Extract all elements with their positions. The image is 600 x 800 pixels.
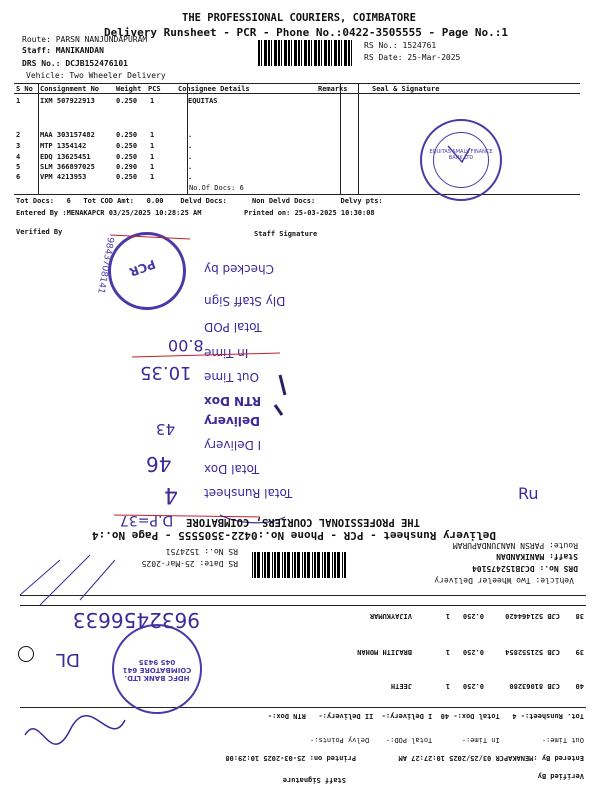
runsheet-heading: Delivery Runsheet - PCR - Phone No.:0422-3505555 - Page No.:1 [104, 26, 508, 39]
company-name: THE PROFESSIONAL COURIERS, COIMBATORE [186, 516, 420, 528]
staff-signature-label: Staff Signature [282, 776, 346, 784]
barcode-image [258, 40, 354, 66]
printed-on: Printed on: 25-03-2025 10:29:08 [225, 754, 356, 762]
hdfc-seal-stamp: HDFC BANK LTD. COIMBATORE 641 045 9435 [112, 624, 202, 714]
total-runsheet-value: 4 [164, 482, 178, 507]
handwritten-note: D.P=37 [120, 512, 174, 528]
staff-text: Staff: MANIKANDAN [496, 552, 578, 561]
col-pcs: PCS [148, 85, 161, 93]
route-text: Route: PARSN NANJUNDAPURAM [452, 541, 578, 550]
verified-by: Verified By [16, 228, 63, 236]
signature-scribble-icon [444, 140, 474, 170]
rs-date: RS Date: 25-Mar-2025 [364, 53, 461, 62]
handwritten-initials: Ru [518, 484, 539, 503]
bottom-runsheet: THE PROFESSIONAL COURIERS, COIMBATORE Delivery Runsheet - PCR - Phone No.:0422-3505555 - Page No.:4 Route: PARSN NANJUNDAPURAM Staff: MANIKANDAN DRS No.: DCJB152475104 Vehicle: Two Wheeler Delivery RS No.: 1524751 RS Date: 25-Mar-2025 38 CJB 521464420 0.250 1 VIJAYKUMAR 39 CJB 521552854 0.250 1 BRAJITH MOHAN 40 CJB 81063280 0.250 1 JEETH Tot. Runsheet:- 4 Total Dox:- 40 I Delivery:- II Delivery:- RTN Dox:- Out Time:- In Time:- Total POD:- Delvy Points:- Entered By :MENAKAPCR 03/25/2025 10:27:27 AM Printed on: 25-03-2025 10:29:08 Verified By Staff Signature HDFC BANK LTD. COIMBATORE 641 045 9435 9632456633 DL [0, 508, 600, 800]
runsheet-heading: Delivery Runsheet - PCR - Phone No.:0422-3505555 - Page No.:4 [92, 529, 496, 542]
checklist-item: Delivery [204, 414, 261, 428]
totals-line: Tot. Runsheet:- 4 Total Dox:- 40 I Delivery:- II Delivery:- RTN Dox:- [267, 712, 584, 720]
barcode-image [250, 552, 346, 578]
checklist-item: Out Time [204, 370, 259, 384]
col-consignee: Consignee Details [178, 85, 250, 93]
row-circle-mark [18, 646, 34, 662]
totals-line: Tot Docs: 6 Tot COD Amt: 0.00 Delvd Docs: Non Delvd Docs: Delvy pts: [16, 197, 383, 205]
handwritten-phone: 9632456633 [72, 608, 200, 632]
route-text: Route: PARSN NANJUNDAPURAM [22, 35, 148, 44]
staff-text: Staff: MANIKANDAN [22, 46, 104, 55]
checklist-item: Total Runsheet [204, 486, 293, 500]
drs-number: DRS No.: DCJB152476101 [22, 59, 128, 68]
handwritten-initials: DL [56, 649, 80, 670]
in-time-value: 8.00 [168, 336, 204, 355]
rs-number: RS No.: 1524761 [364, 41, 437, 50]
drs-number: DRS No.: DCJB152475104 [472, 564, 578, 573]
pen-strokes-icon [10, 550, 120, 610]
col-consignment: Consignment No [40, 85, 100, 93]
verified-by: Verified By [537, 772, 584, 780]
entered-by: Entered By :MENAKAPCR 03/25/2025 10:27:27 AM [398, 754, 584, 762]
seal-code: 9843708141 [95, 236, 115, 295]
printed-on: Printed on: 25-03-2025 10:30:08 [244, 209, 375, 217]
no-of-docs: No.Of Docs: 6 [189, 184, 244, 192]
equitas-seal-stamp: EQUITAS SMALL FINANCE BANK LTD [420, 119, 502, 201]
col-remarks: Remarks [318, 85, 348, 93]
col-weight: Weight [116, 85, 142, 93]
checklist-item: In Time [204, 346, 249, 360]
rs-date: RS Date: 25-Mar-2025 [141, 559, 238, 568]
checklist-item: Total POD [204, 320, 262, 334]
checklist-item: I Delivery [204, 438, 262, 452]
checklist-item: Dly Staff Sign [204, 294, 286, 308]
col-seal: Seal & Signature [372, 85, 440, 93]
company-name: THE PROFESSIONAL COURIERS, COIMBATORE [182, 12, 416, 24]
checklist-item: Total Dox [204, 462, 260, 476]
col-sno: S No [16, 85, 33, 93]
delivery-value: 43 [156, 420, 176, 438]
vehicle-text: Vehicle: Two Wheeler Delivery [26, 71, 166, 80]
rs-number: RS No.: 1524751 [165, 547, 238, 556]
signature-scribble-icon [20, 680, 130, 760]
vehicle-text: Vehicle: Two Wheeler Delivery [434, 576, 574, 585]
checklist-item: Checked by [204, 262, 275, 276]
checklist-item: RTN Dox [204, 394, 262, 408]
staff-signature-label: Staff Signature [254, 230, 318, 238]
out-time-value: 10.35 [140, 362, 192, 383]
entered-by: Entered By :MENAKAPCR 03/25/2025 10:28:25 AM [16, 209, 202, 217]
pcr-seal-stamp: PCR [108, 232, 186, 310]
pen-strokes-icon [70, 225, 490, 535]
times-line: Out Time:- In Time:- Total POD:- Delvy Points:- [310, 736, 584, 744]
total-dox-value: 46 [146, 452, 172, 476]
